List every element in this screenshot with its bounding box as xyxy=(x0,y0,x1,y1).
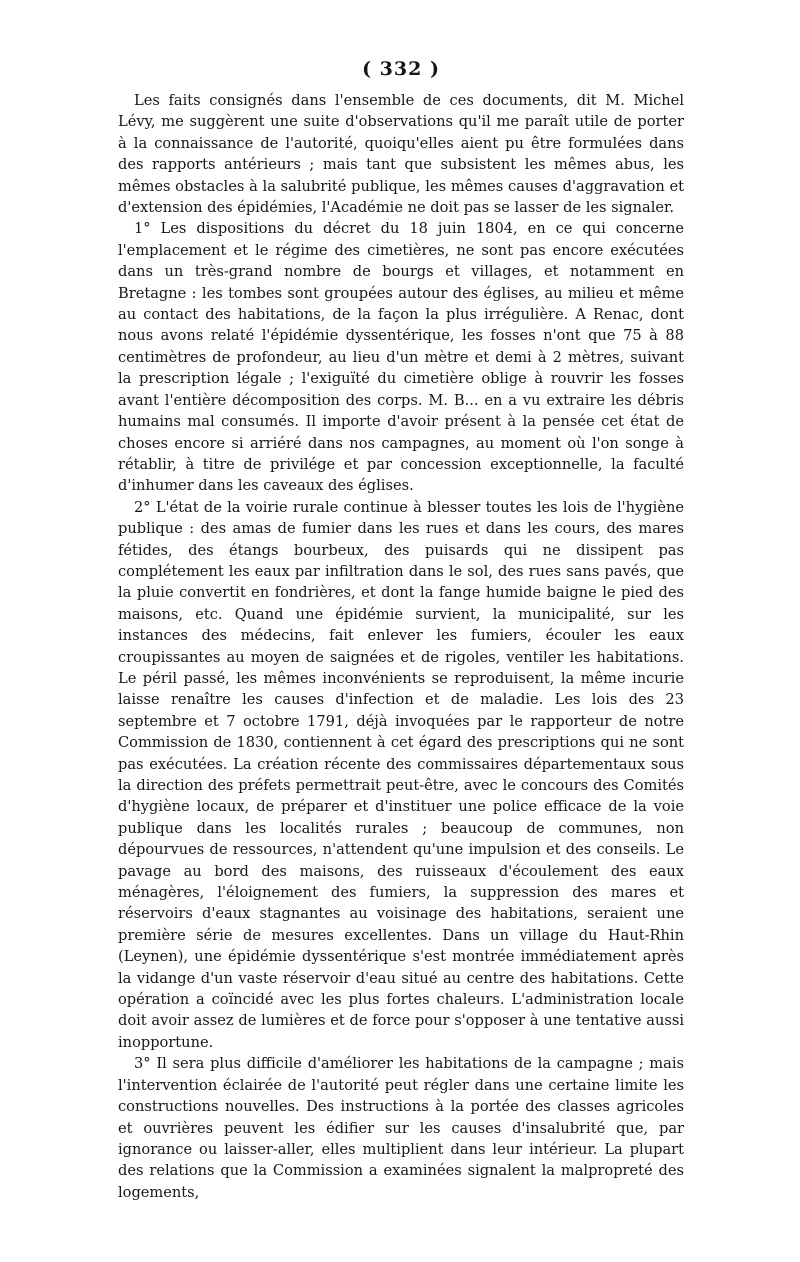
paragraph-rural-roads: 2° L'état de la voirie rurale continue à blesser toutes les lois de l'hygiène publique : des amas de fumier dans les rues et dans les cours, des mares fétides, des étangs bourbeux, des puisards qui ne dissipent pas complétement les eaux par infiltration dans le sol, des rues sans pavés, que la pluie convertit en fondrières, et dont la fange humide baigne le pied des maisons, etc. Quand une épidémie survient, la municipalité, sur les instances des médecins, fait enlever les fumiers, écouler les eaux croupissantes au moyen de saignées et de rigoles, ventiler les habitations. Le péril passé, les mêmes inconvénients se reproduisent, la même incurie laisse renaître les causes d'infection et de maladie. Les lois des 23 septembre et 7 octobre 1791, déjà invoquées par le rapporteur de notre Commission de 1830, contiennent à cet égard des prescriptions qui ne sont pas exécutées. La création récente des commissaires départementaux sous la direction des préfets permettrait peut-être, avec le concours des Comités d'hygiène locaux, de préparer et d'instituer une police efficace de la voie publique dans les localités rurales ; beaucoup de communes, non dépourvues de ressources, n'attendent qu'une impulsion et des conseils. Le pavage au bord des maisons, des ruisseaux d'écoulement des eaux ménagères, l'éloignement des fumiers, la suppression des mares et réservoirs d'eaux stagnantes au voisinage des habitations, seraient une première série de mesures excellentes. Dans un village du Haut-Rhin (Leynen), une épidémie dyssentérique s'est montrée immédiatement après la vidange d'un vaste réservoir d'eau situé au centre des habitations. Cette opération a coïncidé avec les plus fortes chaleurs. L'administration locale doit avoir assez de lumières et de force pour s'opposer à une tentative aussi inopportune. xyxy=(118,498,684,1051)
paragraph-intro: Les faits consignés dans l'ensemble de ces documents, dit M. Michel Lévy, me suggèrent une suite d'observations qu'il me paraît utile de porter à la connaissance de l'autorité, quoiqu'elles aient pu être formulées dans des rapports antérieurs ; mais tant que subsistent les mêmes abus, les mêmes obstacles à la salubrité publique, les mêmes causes d'aggravation et d'extension des épidémies, l'Académie ne doit pas se lasser de les signaler. xyxy=(118,92,684,217)
document-page xyxy=(118,58,684,1203)
page-number: ( 332 ) xyxy=(362,58,440,80)
paragraph-cemeteries: 1° Les dispositions du décret du 18 juin 1804, en ce qui concerne l'emplacement et le régime des cimetières, ne sont pas encore exécutées dans un très-grand nombre de bourgs et villages, et notamment en Bretagne : les tombes sont groupées autour des églises, au milieu et même au contact des habitations, de la façon la plus irrégulière. A Renac, dont nous avons relaté l'épidémie dyssentérique, les fosses n'ont que 75 à 88 centimètres de profondeur, au lieu d'un mètre et demi à 2 mètres, suivant la prescription légale ; l'exiguïté du cimetière oblige à rouvrir les fosses avant l'entière décomposition des corps. M. B... en a vu extraire les débris humains mal consumés. Il importe d'avoir présent à la pensée cet état de choses encore si arriéré dans nos campagnes, au moment où l'on songe à rétablir, à titre de privilége et par concession exceptionnelle, la faculté d'inhumer dans les caveaux des églises. xyxy=(118,220,684,495)
paragraph-housing: 3° Il sera plus difficile d'améliorer les habitations de la campagne ; mais l'intervention éclairée de l'autorité peut régler dans une certaine limite les constructions nouvelles. Des instructions à la portée des classes agricoles et ouvrières peuvent les édifier sur les causes d'insalubrité que, par ignorance ou laisser-aller, elles multiplient dans leur intérieur. La plupart des relations que la Commission a examinées signalent la malpropreté des logements, xyxy=(118,1055,684,1201)
